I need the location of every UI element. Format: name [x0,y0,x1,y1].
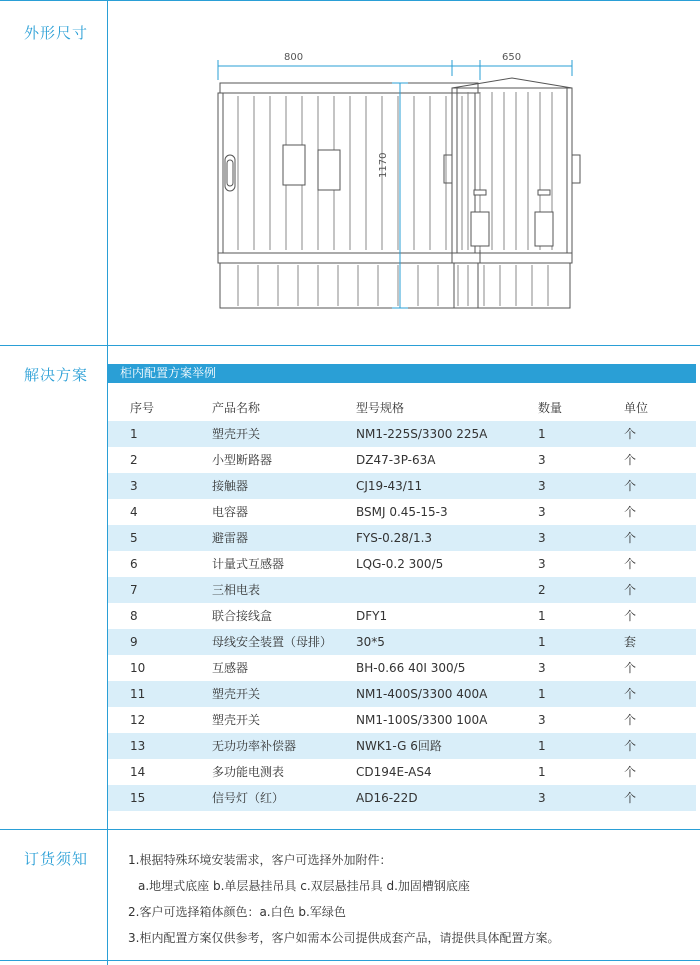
cell-product: 电容器 [212,505,249,519]
cell-model: BH-0.66 40I 300/5 [356,661,466,675]
cell-unit: 个 [624,505,637,519]
cell-unit: 个 [624,453,637,467]
section-label-dimensions: 外形尺寸 [24,24,89,42]
table-row [108,681,696,707]
cell-quantity: 2 [538,583,546,597]
cell-quantity: 3 [538,557,546,571]
table-row [108,525,696,551]
table-row [108,629,696,655]
cell-index: 1 [130,427,138,441]
cell-model: FYS-0.28/1.3 [356,531,433,545]
note-2: 2.客户可选择箱体颜色：a.白色 b.军绿色 [128,905,346,919]
divider-solution [0,829,700,830]
dimension-height: 1170 [378,152,389,178]
cell-quantity: 1 [538,765,546,779]
cell-quantity: 3 [538,453,546,467]
cell-quantity: 1 [538,427,546,441]
cell-unit: 个 [624,531,637,545]
cell-product: 母线安全装置（母排） [212,635,333,649]
cell-quantity: 3 [538,505,546,519]
cell-index: 3 [130,479,138,493]
cell-index: 5 [130,531,138,545]
table-row [108,421,696,447]
cell-unit: 个 [624,739,637,753]
header-index: 序号 [130,401,155,415]
table-row [108,551,696,577]
cell-unit: 个 [624,609,637,623]
cell-quantity: 1 [538,739,546,753]
table-row [108,499,696,525]
table-row [108,473,696,499]
cell-unit: 个 [624,765,637,779]
cell-index: 13 [130,739,146,753]
cell-index: 10 [130,661,146,675]
cell-quantity: 1 [538,635,546,649]
header-model: 型号规格 [356,401,405,415]
cabinet-drawing [108,0,700,345]
cell-product: 塑壳开关 [212,427,261,441]
table-row [108,603,696,629]
table-row [108,759,696,785]
table-row [108,655,696,681]
ordering-notes [128,847,559,951]
cell-product: 塑壳开关 [212,687,261,701]
section-label-solution: 解决方案 [24,366,89,384]
cell-product: 三相电表 [212,583,261,597]
cell-model: NWK1-G 6回路 [356,739,442,753]
cell-model: NM1-100S/3300 100A [356,713,488,727]
cell-unit: 个 [624,583,637,597]
cell-unit: 个 [624,557,637,571]
note-3: 3.柜内配置方案仅供参考，客户如需本公司提供成套产品，请提供具体配置方案。 [128,931,560,945]
cell-index: 2 [130,453,138,467]
note-1-options: a.地埋式底座 b.单层悬挂吊具 c.双层悬挂吊具 d.加固槽钢底座 [138,879,470,893]
header-unit: 单位 [624,401,649,415]
table-row [108,785,696,811]
cell-model: 30*5 [356,635,385,649]
cell-quantity: 1 [538,687,546,701]
cell-model: DFY1 [356,609,388,623]
cell-model: BSMJ 0.45-15-3 [356,505,448,519]
cell-model: LQG-0.2 300/5 [356,557,444,571]
cell-index: 6 [130,557,138,571]
cell-model: NM1-225S/3300 225A [356,427,488,441]
config-title-band: 柜内配置方案举例 [108,364,696,383]
cell-quantity: 3 [538,713,546,727]
header-product: 产品名称 [212,401,261,415]
cell-product: 接触器 [212,479,249,493]
cell-product: 联合接线盒 [212,609,273,623]
cell-model: AD16-22D [356,791,418,805]
cell-index: 14 [130,765,146,779]
cell-model: DZ47-3P-63A [356,453,436,467]
cell-index: 7 [130,583,138,597]
note-1: 1.根据特殊环境安装需求，客户可选择外加附件： [128,853,392,867]
cell-product: 无功功率补偿器 [212,739,297,753]
cell-product: 塑壳开关 [212,713,261,727]
config-table [108,395,696,811]
cell-index: 9 [130,635,138,649]
cell-model: CD194E-AS4 [356,765,432,779]
cell-quantity: 3 [538,531,546,545]
cell-unit: 套 [624,635,637,649]
cell-quantity: 1 [538,609,546,623]
cell-product: 避雷器 [212,531,249,545]
table-row [108,707,696,733]
cell-unit: 个 [624,713,637,727]
cell-product: 小型断路器 [212,453,273,467]
cell-unit: 个 [624,479,637,493]
dimension-front-width: 800 [284,52,304,63]
cell-product: 多功能电测表 [212,765,285,779]
cell-unit: 个 [624,427,637,441]
cell-model: NM1-400S/3300 400A [356,687,488,701]
cell-quantity: 3 [538,479,546,493]
divider-bottom [0,960,700,961]
cell-index: 15 [130,791,146,805]
section-label-ordering: 订货须知 [24,850,89,868]
cell-model: CJ19-43/11 [356,479,423,493]
cell-index: 11 [130,687,146,701]
cell-unit: 个 [624,791,637,805]
cell-index: 8 [130,609,138,623]
cell-unit: 个 [624,687,637,701]
cell-quantity: 3 [538,661,546,675]
cell-index: 12 [130,713,146,727]
cell-index: 4 [130,505,138,519]
cell-product: 互感器 [212,661,249,675]
cell-product: 信号灯（红） [212,791,285,805]
divider-dimensions [0,345,700,346]
table-header [108,395,696,421]
cell-unit: 个 [624,661,637,675]
cell-product: 计量式互感器 [212,557,285,571]
dimension-side-width: 650 [502,52,522,63]
table-row [108,447,696,473]
table-row [108,733,696,759]
table-row [108,577,696,603]
header-quantity: 数量 [538,401,563,415]
cell-quantity: 3 [538,791,546,805]
